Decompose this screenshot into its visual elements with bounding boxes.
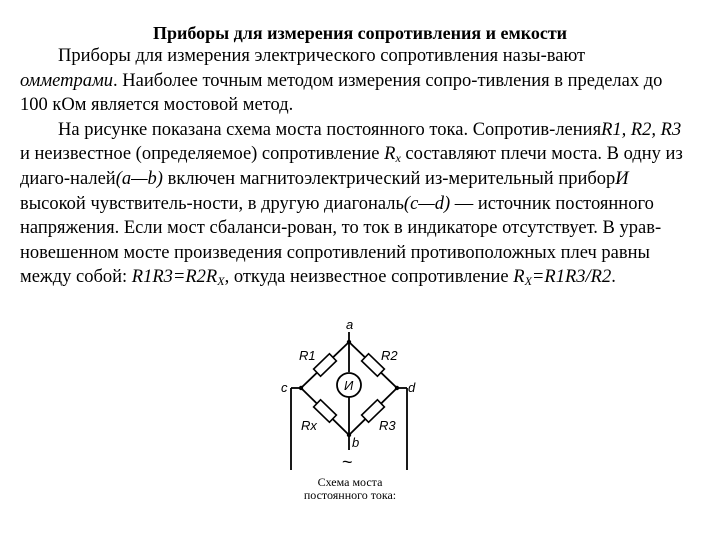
p1-text-c: . Наиболее точным методом измерения сопро-тивления в пределах до 100 кОм является мостовой метод.	[20, 70, 663, 116]
p2-diagonal-ab: (а—b)	[115, 168, 163, 189]
label-node-a: a	[346, 320, 354, 332]
label-rx: Rx	[301, 418, 317, 433]
p2-text-c: и неизвестное (определяемое) сопротивление	[20, 144, 385, 165]
bridge-circuit-diagram	[279, 320, 419, 480]
resistor-r1	[314, 354, 337, 376]
caption-line-2: постоянного тока:	[303, 488, 397, 502]
p1-text-a: Приборы для измерения электрического сопротивления назы-вают	[58, 46, 586, 66]
label-r1: R1	[299, 348, 316, 363]
p2-resistors: R1, R2, R3	[601, 119, 682, 140]
node-d	[395, 386, 399, 390]
p2-text-k: — источник постоянного напряжения. Если мост сбаланси-рован, то ток в индикаторе отсутствует. В урав-новешенном мосте произведения сопротивлений противоположных плеч равны между собой:	[20, 193, 662, 288]
page-title: Приборы для измерения сопротивления и емкости	[152, 23, 568, 43]
resistor-rx	[314, 400, 337, 422]
p2-rx: $R_x$	[384, 144, 401, 166]
label-node-d: d	[408, 380, 416, 395]
ac-source-symbol: ~	[342, 452, 353, 472]
label-r2: R2	[381, 348, 398, 363]
p2-rx-formula: $R_X=R1R3/R2$	[513, 267, 612, 289]
p2-text-i: высокой чувствитель-ности, в другую диагональ	[20, 193, 404, 214]
node-c	[299, 386, 303, 390]
p2-text-a: На рисунке показана схема моста постоянного тока. Сопротив-ления	[58, 119, 602, 140]
p2-text-m: , откуда неизвестное сопротивление	[224, 267, 514, 288]
paragraph-2	[20, 118, 686, 290]
p2-balance-formula: $R1R3=R2R_X$	[131, 267, 225, 289]
p2-diagonal-cd: (c—d)	[403, 193, 451, 214]
p2-text-p: .	[611, 267, 616, 288]
p1-term-ohmmeters: омметрами	[20, 70, 114, 91]
p2-text-e: составляют плечи моста. В одну из диаго-налей	[20, 144, 683, 189]
label-node-b: b	[352, 435, 360, 450]
label-r3: R3	[379, 418, 396, 433]
p2-text-g: включен магнитоэлектрический из-мерительный прибор	[162, 168, 616, 189]
node-b	[347, 433, 351, 437]
label-node-c: c	[281, 380, 288, 395]
label-meter: И	[344, 378, 354, 393]
figure-caption	[270, 476, 430, 502]
paragraph-1	[20, 44, 686, 118]
body-text	[20, 44, 686, 290]
caption-line-1: Схема моста	[317, 475, 383, 489]
node-a	[347, 340, 351, 344]
p2-meter-symbol: И	[615, 168, 629, 189]
